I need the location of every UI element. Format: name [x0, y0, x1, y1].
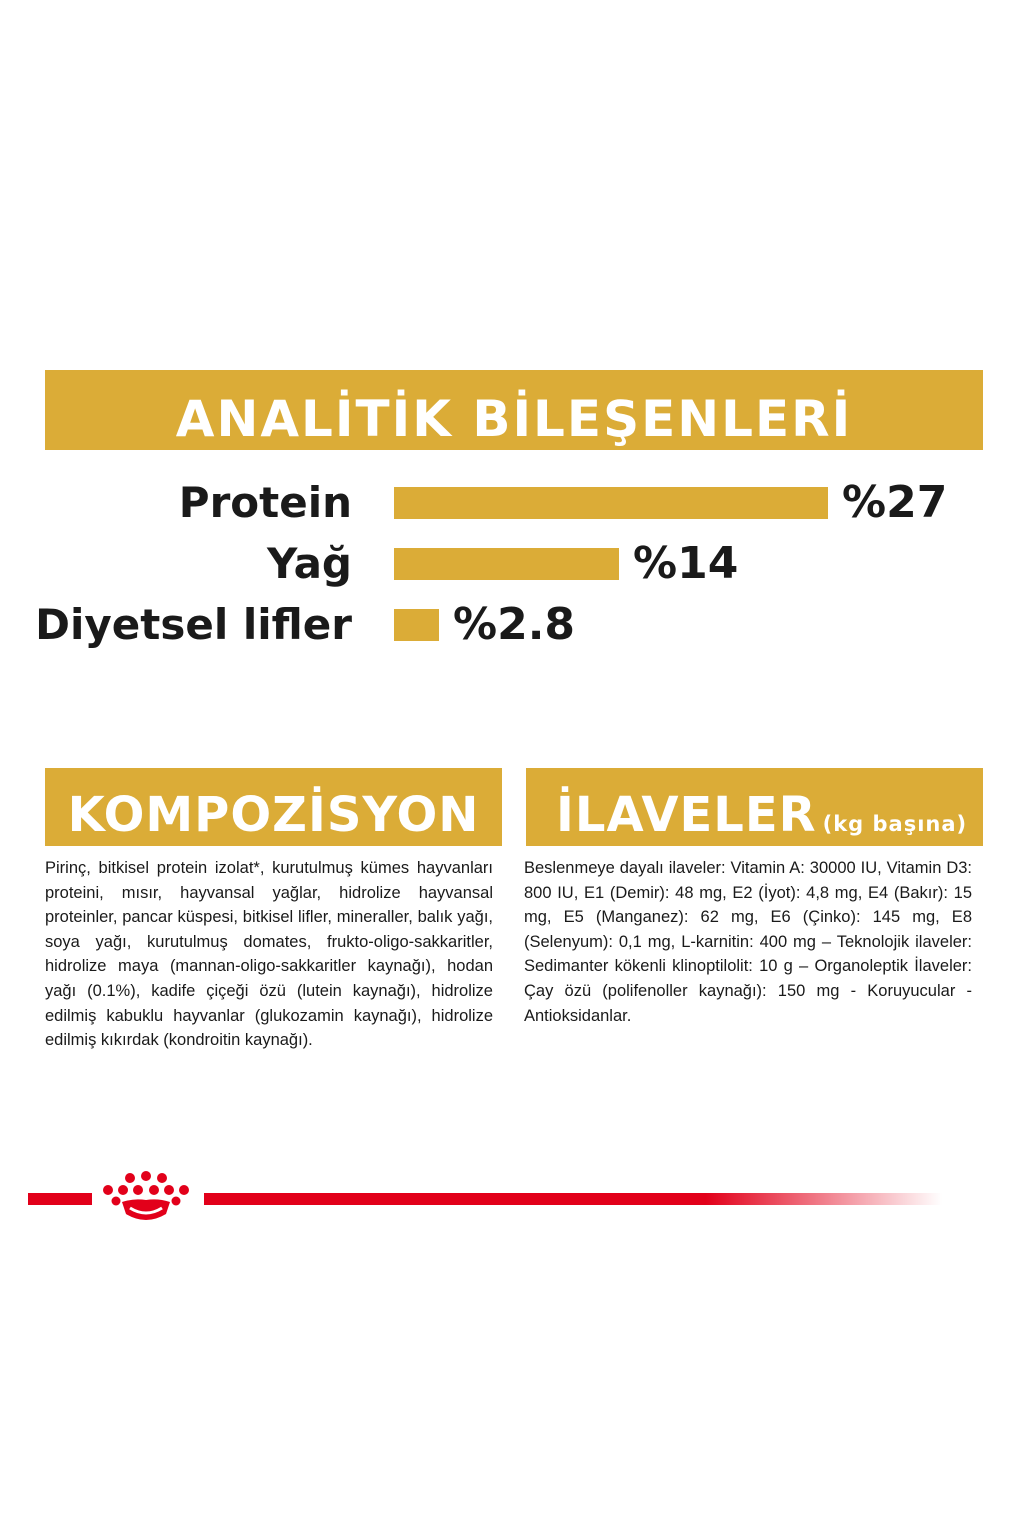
crown-icon: [96, 1168, 196, 1228]
analytic-components-title: ANALİTİK BİLEŞENLERİ: [175, 390, 853, 448]
analytic-components-banner: [45, 370, 983, 450]
dietary-fiber-value: %2.8: [453, 599, 576, 650]
composition-title: KOMPOZİSYON: [67, 787, 480, 843]
protein-bar: [394, 487, 828, 519]
composition-banner: [45, 768, 502, 846]
fat-value: %14: [633, 538, 739, 589]
fat-label: Yağ: [267, 539, 352, 588]
protein-label: Protein: [178, 478, 352, 527]
dietary-fiber-label: Diyetsel lifler: [35, 600, 352, 649]
dietary-fiber-bar: [394, 609, 439, 641]
brand-line-left: [28, 1193, 92, 1205]
brand-line-right: [204, 1193, 942, 1205]
composition-text: Pirinç, bitkisel protein izolat*, kurutulmuş kümes hayvanları proteini, mısır, hayvansal yağlar, hidrolize hayvansal proteinler, pancar küspesi, bitkisel lifler, mineraller, balık yağı, soya yağı, kurutulmuş domates, frukto-oligo-sakkaritler, hidrolize maya (mannan-oligo-sakkaritler kaynağı), hodan yağı (0.1%), kadife çiçeği özü (lutein kaynağı), hidrolize edilmiş kabuklu hayvanlar (glukozamin kaynağı), hidrolize edilmiş kıkırdak (kondroitin kaynağı).: [45, 859, 493, 1050]
fat-bar: [394, 548, 619, 580]
protein-value: %27: [842, 477, 948, 528]
additives-title: İLAVELER: [556, 787, 817, 843]
additives-text: Beslenmeye dayalı ilaveler: Vitamin A: 30000 IU, Vitamin D3: 800 IU, E1 (Demir): 48 mg, E2 (İyot): 4,8 mg, E4 (Bakır): 15 mg, E5 (Manganez): 62 mg, E6 (Çinko): 145 mg, E8 (Selenyum): 0,1 mg, L-karnitin: 400 mg – Teknolojik ilaveler: Sedimanter kökenli klinoptilolit: 10 g – Organoleptik İlaveler: Çay özü (polifenoller kaynağı): 150 mg - Koruyucular - Antioksidanlar.: [524, 859, 972, 1025]
additives-subtitle: (kg başına): [822, 812, 968, 836]
additives-banner: [526, 768, 983, 846]
